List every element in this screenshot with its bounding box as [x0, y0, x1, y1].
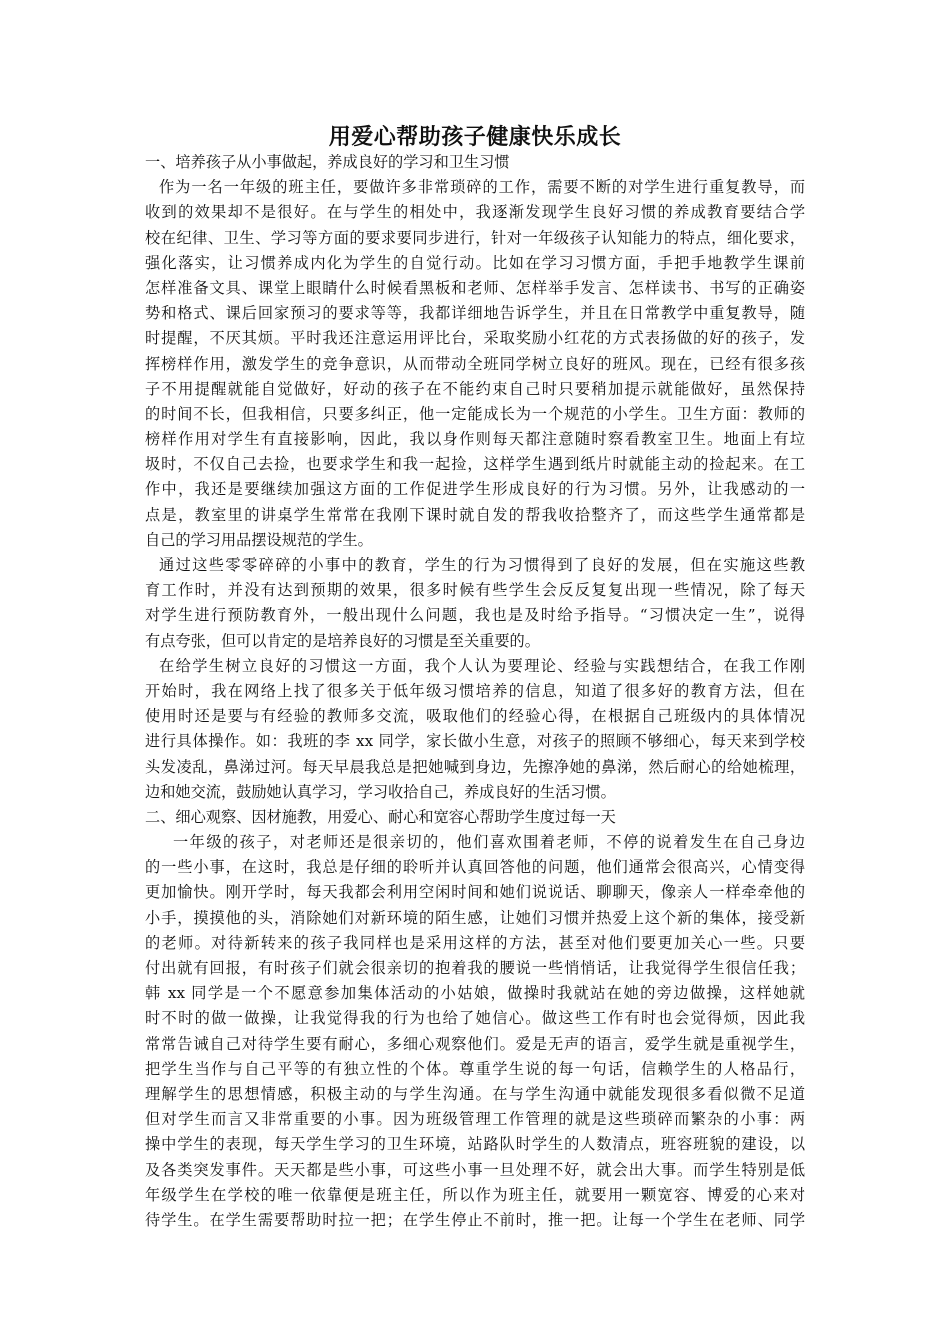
text-line: 挥榜样作用，激发学生的竞争意识，从而带动全班同学树立良好的班风。现在，已经有很多孩 [145, 354, 805, 373]
text-line: 点是，教室里的讲桌学生常常在我刚下课时就自发的帮我收拾整齐了，而这些学生通常都是 [145, 505, 805, 524]
text-line: 付出就有回报，有时孩子们就会很亲切的抱着我的腰说一些悄悄话，让我觉得学生很信任我； [145, 959, 805, 977]
text-line: 二、细心观察、因材施教，用爱心、耐心和宽容心帮助学生度过每一天 [145, 807, 616, 826]
text-line: 的时间不长，但我相信，只要多纠正，他一定能成长为一个规范的小学生。卫生方面：教师的 [145, 404, 805, 423]
text-line: 更加愉快。刚开学时，每天我都会利用空闲时间和她们说说话、聊聊天，像亲人一样牵牵他的 [145, 883, 805, 902]
text-line: 子不用提醒就能自觉做好，好动的孩子在不能约束自己时只要稍加提示就能做好，虽然保持 [145, 379, 805, 398]
text-line: 校在纪律、卫生、学习等方面的要求要同步进行，针对一年级孩子认知能力的特点，细化要求， [145, 228, 805, 247]
text-line: 韩 xx 同学是一个不愿意参加集体活动的小姑娘，做操时我就站在她的旁边做操，这样她就 [145, 984, 805, 1003]
text-line: 头发凌乱，鼻涕过河。每天早晨我总是把她喊到身边，先擦净她的鼻涕，然后耐心的给她梳理， [145, 757, 805, 776]
text-line: 自己的学习用品摆设规范的学生。 [145, 530, 373, 549]
text-line: 时不时的做一做操，让我觉得我的行为也给了她信心。做这些工作有时也会觉得烦，因此我 [145, 1009, 805, 1028]
text-line: 有点夸张，但可以肯定的是培养良好的习惯是至关重要的。 [145, 631, 540, 650]
text-line: 的一些小事，在这时，我总是仔细的聆听并认真回答他的问题，他们通常会很高兴，心情变得 [145, 858, 805, 877]
text-line: 育工作时，并没有达到预期的效果，很多时候有些学生会反反复复出现一些情况，除了每天 [145, 581, 805, 600]
text-line: 势和格式、课后回家预习的要求等等，我都详细地告诉学生，并且在日常教学中重复教导，随 [145, 304, 805, 323]
document-title: 用爱心帮助孩子健康快乐成长 [328, 124, 622, 150]
text-line: 榜样作用对学生有直接影响，因此，我以身作则每天都注意随时察看教室卫生。地面上有垃 [145, 430, 805, 449]
text-line: 圾时，不仅自己去捡，也要求学生和我一起捡，这样学生遇到纸片时就能主动的捡起来。在工 [145, 455, 805, 474]
text-line: 对学生进行预防教育外，一般出现什么问题，我也是及时给予指导。“习惯决定一生”，说得 [145, 606, 805, 625]
text-line: 在给学生树立良好的习惯这一方面，我个人认为要理论、经验与实践想结合，在我工作刚 [159, 656, 805, 675]
text-line: 作为一名一年级的班主任，要做许多非常琐碎的工作，需要不断的对学生进行重复教导，而 [159, 178, 805, 197]
text-line: 一年级的孩子，对老师还是很亲切的，他们喜欢围着老师，不停的说着发生在自己身边 [173, 833, 805, 852]
text-line: 使用时还是要与有经验的教师多交流，吸取他们的经验心得，在根据自己班级内的具体情况 [145, 707, 805, 726]
text-line: 怎样准备文具、课堂上眼睛什么时候看黑板和老师、怎样举手发言、怎样读书、书写的正确姿 [145, 278, 805, 297]
text-line: 待学生。在学生需要帮助时拉一把；在学生停止不前时，推一把。让每一个学生在老师、同学 [145, 1210, 805, 1229]
text-line: 通过这些零零碎碎的小事中的教育，学生的行为习惯得到了良好的发展，但在实施这些教 [159, 556, 805, 574]
text-line: 时提醒，不厌其烦。平时我还注意运用评比台，采取奖励小红花的方式表扬做的好的孩子，发 [145, 329, 805, 348]
text-line: 操中学生的表现，每天学生学习的卫生环境，站路队时学生的人数清点，班容班貌的建设，以 [145, 1135, 805, 1154]
text-line: 一、培养孩子从小事做起，养成良好的学习和卫生习惯 [145, 153, 510, 171]
text-line: 把学生当作与自己平等的有独立性的个体。尊重学生说的每一句话，信赖学生的人格品行， [145, 1059, 805, 1078]
text-line: 作中，我还是要继续加强这方面的工作促进学生形成良好的行为习惯。另外，让我感动的一 [145, 480, 805, 499]
text-line: 开始时，我在网络上找了很多关于低年级习惯培养的信息，知道了很多好的教育方法，但在 [145, 681, 805, 700]
text-line: 进行具体操作。如：我班的李 xx 同学，家长做小生意，对孩子的照顾不够细心，每天来到学校 [145, 732, 805, 751]
text-line: 收到的效果却不是很好。在与学生的相处中，我逐渐发现学生良好习惯的养成教育要结合学 [145, 203, 805, 222]
text-line: 但对学生而言又非常重要的小事。因为班级管理工作管理的就是这些琐碎而繁杂的小事：两 [145, 1110, 805, 1129]
text-line: 小手，摸摸他的头，消除她们对新环境的陌生感，让她们习惯并热爱上这个新的集体，接受新 [145, 908, 805, 927]
text-line: 理解学生的思想情感，积极主动的与学生沟通。在与学生沟通中就能发现很多看似微不足道 [145, 1084, 805, 1103]
text-line: 的老师。对待新转来的孩子我同样也是采用这样的方法，甚至对他们要更加关心一些。只要 [145, 933, 805, 952]
text-line: 边和她交流，鼓励她认真学习，学习收拾自己，养成良好的生活习惯。 [145, 782, 616, 801]
text-line: 常常告诫自己对待学生要有耐心，多细心观察他们。爱是无声的语言，爱学生就是重视学生， [145, 1034, 805, 1053]
document-body [145, 150, 805, 1233]
text-line: 年级学生在学校的唯一依靠便是班主任，所以作为班主任，就要用一颗宽容、博爱的心来对 [145, 1185, 805, 1204]
text-line: 及各类突发事件。天天都是些小事，可这些小事一旦处理不好，就会出大事。而学生特别是低 [145, 1160, 805, 1179]
text-line: 强化落实，让习惯养成内化为学生的自觉行动。比如在学习习惯方面，手把手地教学生课前 [145, 253, 805, 272]
